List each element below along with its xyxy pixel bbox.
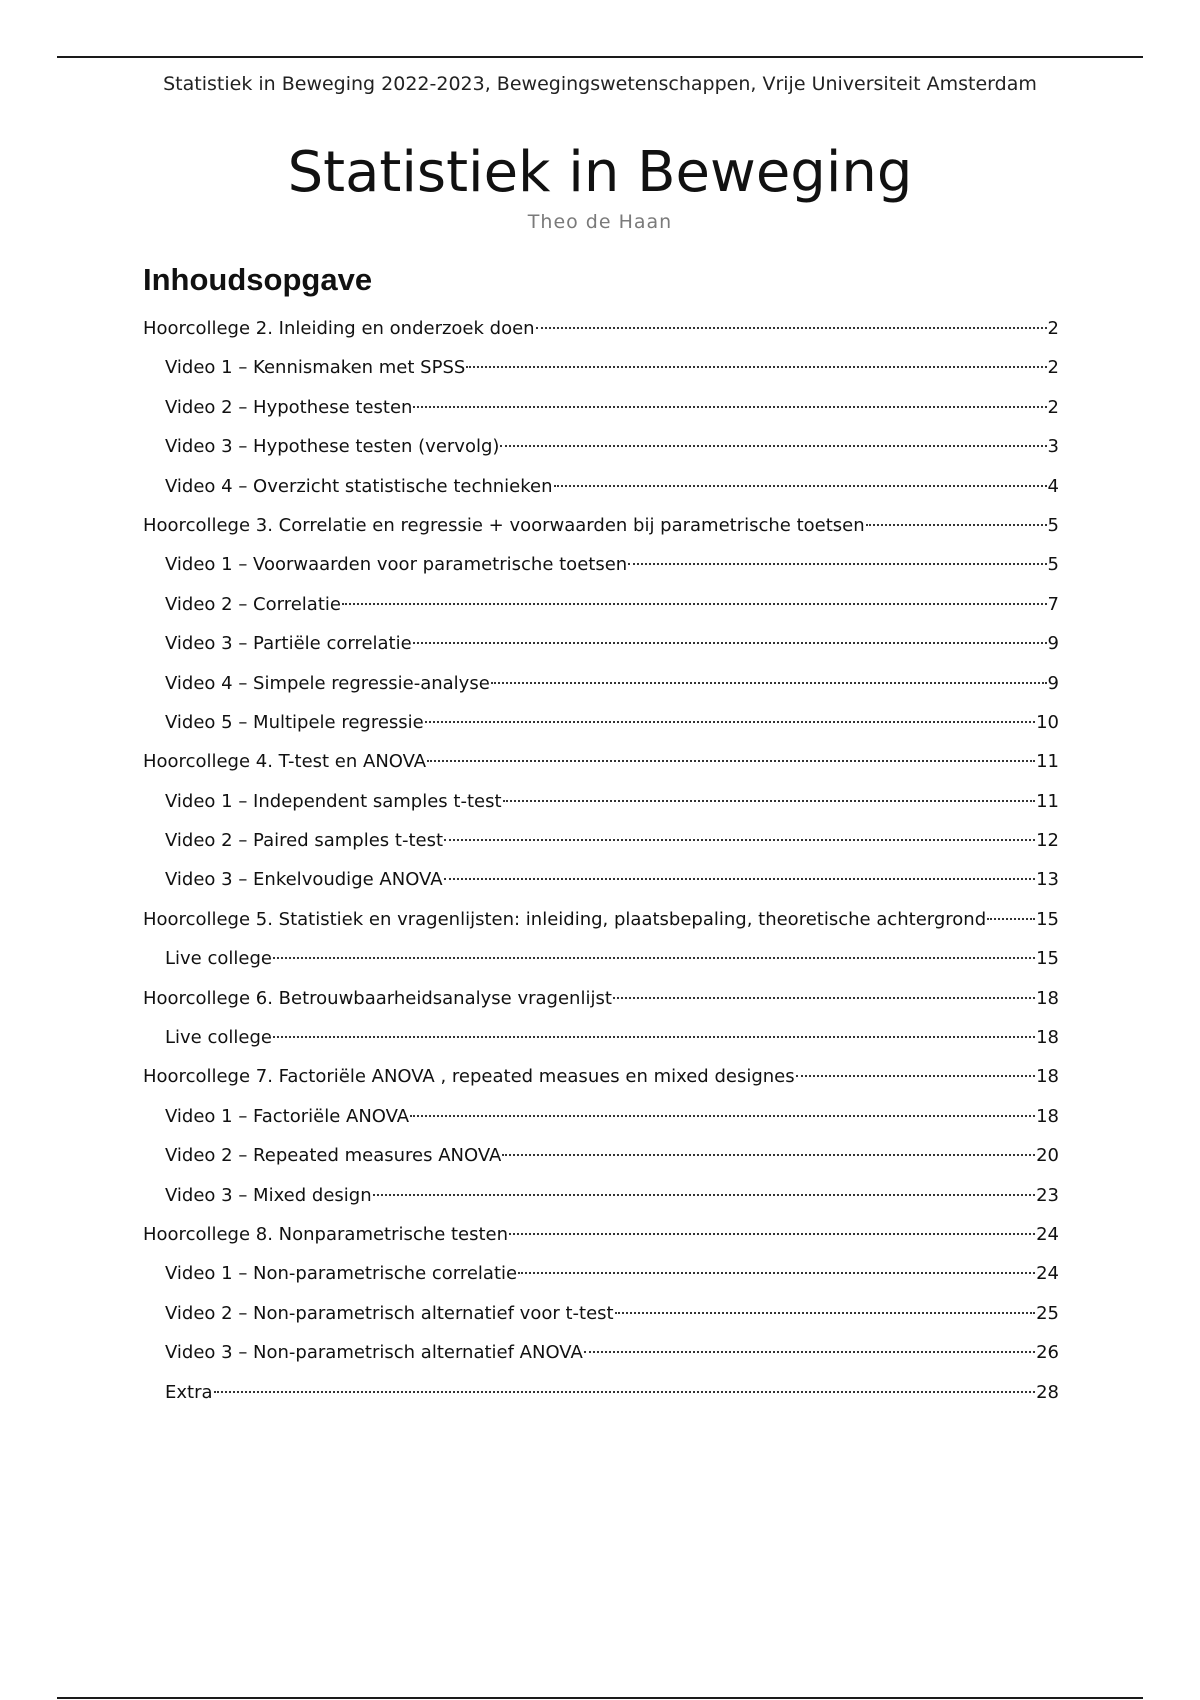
toc-page-number: 5 bbox=[1047, 554, 1059, 576]
toc-entry-label: Video 2 – Paired samples t-test bbox=[165, 830, 444, 852]
document-author: Theo de Haan bbox=[527, 211, 673, 233]
toc-page-number: 2 bbox=[1047, 357, 1059, 379]
toc-subentry[interactable] bbox=[143, 624, 1059, 663]
toc-subentry[interactable] bbox=[143, 782, 1059, 821]
toc-dot-leader bbox=[500, 445, 1046, 447]
toc-page-number: 20 bbox=[1036, 1145, 1059, 1167]
toc-dot-leader bbox=[554, 485, 1047, 487]
toc-dot-leader bbox=[536, 327, 1047, 329]
toc-entry-label: Hoorcollege 5. Statistiek en vragenlijsten: inleiding, plaatsbepaling, theoretische achtergrond bbox=[143, 908, 987, 930]
toc-page-number: 2 bbox=[1047, 318, 1059, 339]
toc-entry-label: Video 3 – Hypothese testen (vervolg) bbox=[165, 436, 500, 458]
toc-page-number: 10 bbox=[1036, 711, 1059, 733]
table-of-contents bbox=[143, 309, 1059, 1412]
toc-entry-label: Hoorcollege 4. T-test en ANOVA bbox=[143, 751, 427, 773]
toc-page-number: 24 bbox=[1036, 1263, 1059, 1285]
toc-entry-label: Video 2 – Correlatie bbox=[165, 593, 341, 615]
toc-entry-label: Video 1 – Kennismaken met SPSS bbox=[165, 357, 466, 379]
toc-dot-leader bbox=[491, 682, 1047, 684]
toc-subentry[interactable] bbox=[143, 427, 1059, 466]
toc-page-number: 18 bbox=[1036, 987, 1059, 1009]
toc-subentry[interactable] bbox=[143, 388, 1059, 427]
toc-dot-leader bbox=[413, 406, 1046, 408]
toc-dot-leader bbox=[518, 1272, 1035, 1274]
toc-subentry[interactable] bbox=[143, 467, 1059, 506]
toc-dot-leader bbox=[410, 1115, 1035, 1117]
toc-dot-leader bbox=[615, 1312, 1036, 1314]
toc-entry-label: Video 4 – Simpele regressie-analyse bbox=[165, 672, 490, 694]
toc-page-number: 24 bbox=[1036, 1223, 1059, 1245]
toc-dot-leader bbox=[987, 918, 1035, 920]
toc-dot-leader bbox=[628, 563, 1046, 565]
toc-dot-leader bbox=[466, 366, 1046, 368]
header-rule bbox=[57, 56, 1143, 58]
toc-dot-leader bbox=[373, 1194, 1035, 1196]
toc-subentry[interactable] bbox=[143, 1018, 1059, 1057]
toc-dot-leader bbox=[796, 1075, 1035, 1077]
toc-page-number: 18 bbox=[1036, 1105, 1059, 1127]
toc-dot-leader bbox=[342, 603, 1047, 605]
toc-subentry[interactable] bbox=[143, 1373, 1059, 1412]
toc-dot-leader bbox=[502, 1154, 1035, 1156]
toc-entry[interactable] bbox=[143, 742, 1059, 781]
toc-entry-label: Video 2 – Hypothese testen bbox=[165, 396, 413, 418]
toc-subentry[interactable] bbox=[143, 1176, 1059, 1215]
toc-page-number: 11 bbox=[1036, 790, 1059, 812]
toc-entry-label: Video 1 – Voorwaarden voor parametrische toetsen bbox=[165, 554, 628, 576]
toc-entry-label: Hoorcollege 2. Inleiding en onderzoek doen bbox=[143, 318, 535, 339]
toc-subentry[interactable] bbox=[143, 821, 1059, 860]
footer-rule bbox=[57, 1697, 1143, 1699]
toc-page-number: 9 bbox=[1047, 633, 1059, 655]
toc-entry[interactable] bbox=[143, 506, 1059, 545]
toc-dot-leader bbox=[273, 1036, 1035, 1038]
toc-subentry[interactable] bbox=[143, 1333, 1059, 1372]
toc-dot-leader bbox=[866, 524, 1047, 526]
toc-page-number: 3 bbox=[1047, 436, 1059, 458]
toc-dot-leader bbox=[509, 1233, 1035, 1235]
toc-subentry[interactable] bbox=[143, 664, 1059, 703]
toc-entry[interactable] bbox=[143, 900, 1059, 939]
toc-entry-label: Hoorcollege 6. Betrouwbaarheidsanalyse vragenlijst bbox=[143, 987, 612, 1009]
toc-dot-leader bbox=[413, 642, 1047, 644]
toc-entry[interactable] bbox=[143, 979, 1059, 1018]
toc-entry-label: Video 1 – Independent samples t-test bbox=[165, 790, 502, 812]
toc-entry-label: Hoorcollege 3. Correlatie en regressie + voorwaarden bij parametrische toetsen bbox=[143, 514, 865, 536]
toc-page-number: 13 bbox=[1036, 869, 1059, 891]
toc-entry-label: Video 5 – Multipele regressie bbox=[165, 711, 424, 733]
toc-dot-leader bbox=[503, 800, 1036, 802]
toc-entry-label: Extra bbox=[165, 1381, 213, 1403]
toc-entry-label: Video 3 – Mixed design bbox=[165, 1184, 372, 1206]
toc-subentry[interactable] bbox=[143, 545, 1059, 584]
toc-dot-leader bbox=[444, 839, 1035, 841]
toc-entry-label: Video 3 – Non-parametrisch alternatief ANOVA bbox=[165, 1342, 583, 1364]
toc-dot-leader bbox=[444, 878, 1036, 880]
toc-dot-leader bbox=[214, 1391, 1036, 1393]
toc-subentry[interactable] bbox=[143, 860, 1059, 899]
toc-page-number: 5 bbox=[1047, 514, 1059, 536]
toc-entry-label: Video 3 – Enkelvoudige ANOVA bbox=[165, 869, 443, 891]
toc-entry[interactable] bbox=[143, 1057, 1059, 1096]
toc-entry-label: Live college bbox=[165, 1027, 272, 1049]
toc-entry-label: Video 2 – Non-parametrisch alternatief voor t-test bbox=[165, 1302, 614, 1324]
toc-entry-label: Hoorcollege 7. Factoriële ANOVA , repeated measues en mixed designes bbox=[143, 1066, 795, 1088]
toc-page-number: 9 bbox=[1047, 672, 1059, 694]
toc-subentry[interactable] bbox=[143, 1294, 1059, 1333]
toc-entry-label: Hoorcollege 8. Nonparametrische testen bbox=[143, 1223, 509, 1245]
toc-entry-label: Live college bbox=[165, 948, 272, 970]
toc-entry-label: Video 1 – Non-parametrische correlatie bbox=[165, 1263, 518, 1285]
toc-page-number: 12 bbox=[1036, 830, 1059, 852]
toc-subentry[interactable] bbox=[143, 703, 1059, 742]
toc-subentry[interactable] bbox=[143, 348, 1059, 387]
document-title: Statistiek in Beweging bbox=[287, 140, 913, 205]
toc-page-number: 11 bbox=[1036, 751, 1059, 773]
toc-dot-leader bbox=[425, 721, 1035, 723]
toc-entry-label: Video 1 – Factoriële ANOVA bbox=[165, 1105, 410, 1127]
toc-page-number: 25 bbox=[1036, 1302, 1059, 1324]
toc-page-number: 15 bbox=[1036, 908, 1059, 930]
toc-page-number: 18 bbox=[1036, 1066, 1059, 1088]
toc-subentry[interactable] bbox=[143, 585, 1059, 624]
toc-page-number: 28 bbox=[1036, 1381, 1059, 1403]
toc-dot-leader bbox=[613, 997, 1035, 999]
toc-page-number: 15 bbox=[1036, 948, 1059, 970]
toc-dot-leader bbox=[584, 1351, 1035, 1353]
toc-page-number: 7 bbox=[1047, 593, 1059, 615]
toc-page-number: 2 bbox=[1047, 396, 1059, 418]
toc-subentry[interactable] bbox=[143, 1136, 1059, 1175]
toc-dot-leader bbox=[427, 760, 1035, 762]
toc-entry-label: Video 2 – Repeated measures ANOVA bbox=[165, 1145, 502, 1167]
toc-entry[interactable] bbox=[143, 309, 1059, 348]
toc-subentry[interactable] bbox=[143, 1254, 1059, 1293]
toc-page-number: 18 bbox=[1036, 1027, 1059, 1049]
toc-entry-label: Video 4 – Overzicht statistische technieken bbox=[165, 475, 553, 497]
toc-entry[interactable] bbox=[143, 1215, 1059, 1254]
toc-subentry[interactable] bbox=[143, 939, 1059, 978]
toc-heading: Inhoudsopgave bbox=[143, 262, 373, 297]
toc-page-number: 4 bbox=[1047, 475, 1059, 497]
running-header: Statistiek in Beweging 2022-2023, Bewegingswetenschappen, Vrije Universiteit Amsterdam bbox=[163, 73, 1037, 95]
toc-entry-label: Video 3 – Partiële correlatie bbox=[165, 633, 412, 655]
toc-page-number: 23 bbox=[1036, 1184, 1059, 1206]
toc-subentry[interactable] bbox=[143, 1097, 1059, 1136]
toc-page-number: 26 bbox=[1036, 1342, 1059, 1364]
toc-dot-leader bbox=[273, 957, 1035, 959]
